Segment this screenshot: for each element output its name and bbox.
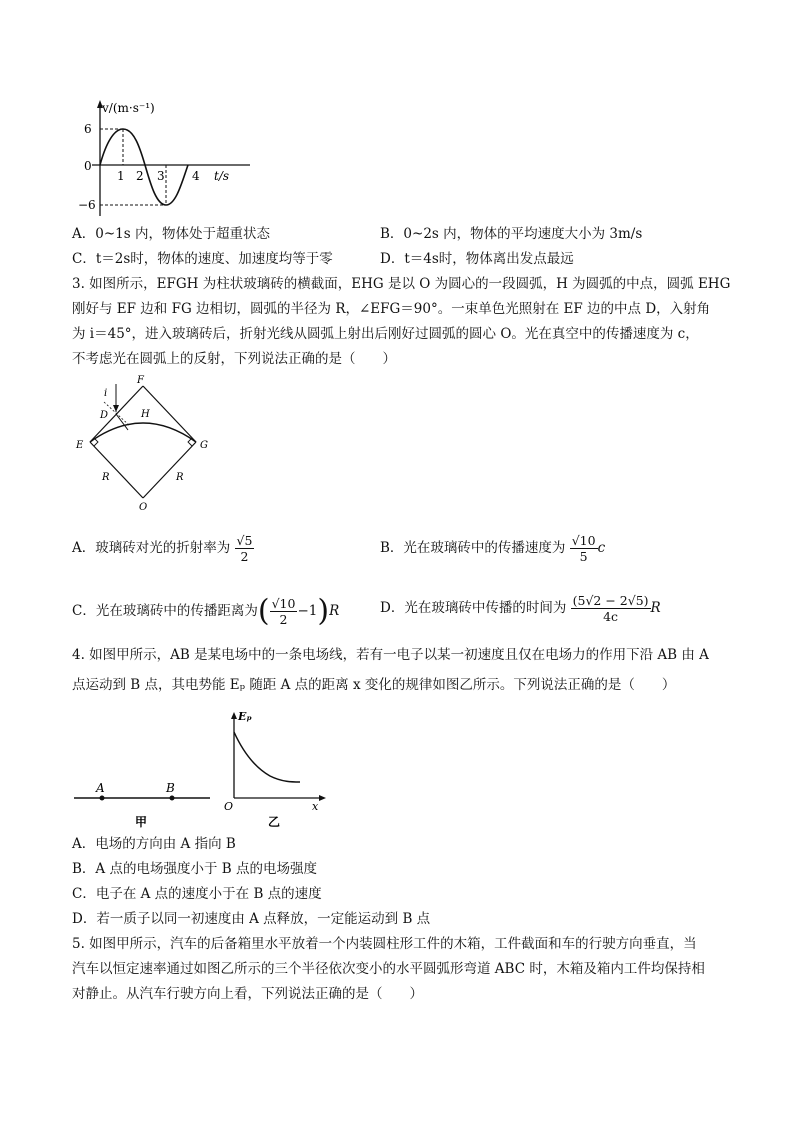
- q3-option-b-fraction: [570, 533, 598, 564]
- q2-option-a[interactable]: A．0~1s 内，物体处于超重状态: [72, 226, 270, 242]
- label-R-left: R: [102, 472, 110, 483]
- glass-brick-figure: [72, 374, 222, 514]
- radius-EO: [90, 442, 143, 498]
- label-F: F: [137, 375, 144, 386]
- q3-option-a-text: A．玻璃砖对光的折射率为: [72, 540, 231, 556]
- field-line-figure-jia: [72, 780, 212, 830]
- q5-stem-line1: 5. 如图甲所示，汽车的后备箱里水平放着一个内装圆柱形工件的木箱，工件截面和车的行驶方向垂直，当: [72, 936, 697, 952]
- q3-b-denominator: 5: [579, 549, 588, 564]
- q3-a-numerator: √5: [236, 533, 253, 548]
- label-D: D: [100, 410, 109, 421]
- q3-option-d-fraction: [571, 593, 651, 624]
- label-A: A: [96, 781, 105, 795]
- ep-axis-label: Eₚ: [238, 710, 252, 723]
- q4-option-c[interactable]: C．电子在 A 点的速度小于在 B 点的速度: [72, 886, 322, 902]
- ytick-neg6: −6: [78, 198, 96, 212]
- ytick-6: 6: [84, 122, 92, 136]
- ep-curve: [234, 732, 300, 782]
- q4-stem-line1: 4. 如图甲所示，AB 是某电场中的一条电场线，若有一电子以某一初速度且仅在电场力的作用下沿 AB 由 A: [72, 647, 709, 663]
- edge-FG: [143, 386, 196, 442]
- q3-b-suffix: c: [597, 540, 606, 556]
- point-A: [100, 796, 105, 801]
- q3-option-c[interactable]: C．光在玻璃砖中的传播距离为( $\frac{√10}{2}$ −1)R: [72, 593, 340, 629]
- q3-option-b-text: B．光在玻璃砖中的传播速度为: [380, 540, 566, 556]
- q4-option-d[interactable]: D．若一质子以同一初速度由 A 点释放，一定能运动到 B 点: [72, 911, 431, 927]
- velocity-time-graph: [78, 98, 258, 218]
- q3-stem-line4: 不考虑光在圆弧上的反射，下列说法正确的是（ ）: [72, 351, 396, 367]
- q3-d-suffix: R: [650, 600, 661, 616]
- caption-yi: 乙: [268, 815, 281, 829]
- velocity-curve: [100, 129, 188, 205]
- label-B: B: [166, 781, 175, 795]
- q3-stem-line3: 为 i＝45°，进入玻璃砖后，折射光线从圆弧上射出后刚好过圆弧的圆心 O。光在真空中的传播速度为 c，: [72, 326, 699, 342]
- q4-option-b[interactable]: B．A 点的电场强度小于 B 点的电场强度: [72, 861, 317, 877]
- q5-stem-line3: 对静止。从汽车行驶方向上看，下列说法正确的是（ ）: [72, 986, 423, 1002]
- label-G: G: [200, 440, 208, 451]
- q3-option-d[interactable]: [380, 584, 661, 632]
- origin-label: O: [224, 800, 234, 813]
- q3-option-c-text: C．光在玻璃砖中的传播距离为: [72, 603, 258, 619]
- q3-option-b[interactable]: [380, 528, 605, 568]
- q3-option-a[interactable]: [72, 528, 254, 568]
- q3-c-denominator: 2: [279, 612, 288, 627]
- caption-jia: 甲: [135, 815, 148, 829]
- label-i: i: [104, 388, 108, 399]
- x-axis-arrow: [319, 795, 326, 801]
- xtick-1: 1: [117, 169, 125, 183]
- label-E: E: [76, 440, 84, 451]
- q3-d-numerator: (5√2 − 2√5): [572, 593, 649, 608]
- potential-energy-graph-yi: [220, 706, 330, 830]
- xtick-3: 3: [157, 169, 165, 183]
- right-angle-E: [94, 438, 98, 446]
- q2-option-b[interactable]: B．0~2s 内，物体的平均速度大小为 3m/s: [380, 226, 643, 242]
- x-axis-label: x: [312, 800, 319, 813]
- label-H: H: [141, 409, 150, 420]
- q2-option-c[interactable]: C．t＝2s时，物体的速度、加速度均等于零: [72, 251, 333, 267]
- q3-option-a-fraction: [235, 533, 255, 564]
- point-B: [170, 796, 175, 801]
- q3-c-minus: −1: [297, 603, 318, 619]
- t-axis-label: t/s: [214, 169, 230, 183]
- q4-stem-line2: 点运动到 B 点，其电势能 Eₚ 随距 A 点的距离 x 变化的规律如图乙所示。下列说法正确的是（ ）: [72, 677, 676, 693]
- q3-stem-line1: 3. 如图所示，EFGH 为柱状玻璃砖的横截面，EHG 是以 O 为圆心的一段圆弧，H 为圆弧的中点，圆弧 EHG: [72, 276, 731, 292]
- v-axis-label: v/(m·s⁻¹): [102, 101, 155, 115]
- q4-option-a[interactable]: A．电场的方向由 A 指向 B: [72, 836, 236, 852]
- q3-option-d-text: D．光在玻璃砖中传播的时间为: [380, 600, 567, 616]
- q3-stem-line2: 刚好与 EF 边和 FG 边相切，圆弧的半径为 R，∠EFG＝90°。一束单色光照射在 EF 边的中点 D，入射角: [72, 301, 711, 317]
- q3-option-c-fraction: [270, 596, 298, 627]
- q5-stem-line2: 汽车以恒定速率通过如图乙所示的三个半径依次变小的水平圆弧形弯道 ABC 时，木箱及箱内工件均保持相: [72, 961, 705, 977]
- label-R-right: R: [176, 472, 184, 483]
- ep-axis-arrow: [231, 712, 237, 719]
- q2-option-d[interactable]: D．t＝4s时，物体离出发点最远: [380, 251, 574, 267]
- q3-d-denominator: 4c: [603, 609, 619, 624]
- label-O: O: [139, 502, 148, 513]
- q3-a-denominator: 2: [240, 549, 249, 564]
- radius-GO: [143, 442, 196, 498]
- q3-b-numerator: √10: [571, 533, 596, 548]
- xtick-2: 2: [136, 169, 144, 183]
- xtick-4: 4: [192, 169, 200, 183]
- ytick-0: 0: [84, 159, 92, 173]
- right-angle-G: [188, 438, 192, 446]
- q3-c-suffix: R: [329, 603, 340, 619]
- q3-c-numerator: √10: [271, 596, 296, 611]
